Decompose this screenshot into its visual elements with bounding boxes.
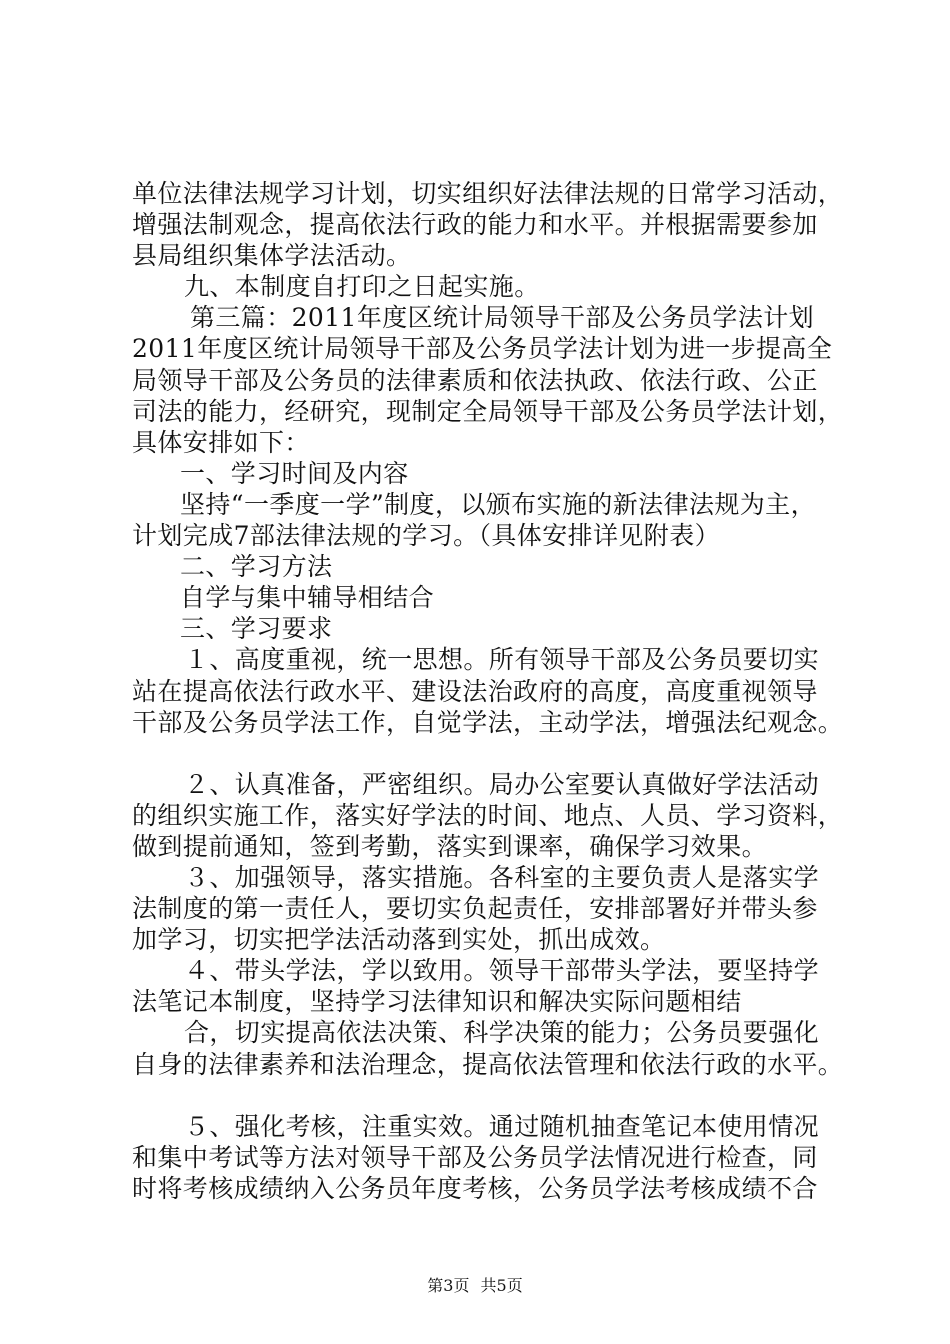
text-line: 干部及公务员学法工作，自觉学法，主动学法，增强法纪观念。 [132, 707, 844, 737]
text-line: ５、强化考核，注重实效。通过随机抽查笔记本使用情况 [184, 1111, 820, 1141]
text-line: 局领导干部及公务员的法律素质和依法执政、依法行政、公正 [132, 365, 818, 395]
text-line: 县局组织集体学法活动。 [132, 241, 412, 271]
text-line: 加学习，切实把学法活动落到实处，抓出成效。 [132, 925, 666, 955]
text-line: 合，切实提高依法决策、科学决策的能力；公务员要强化 [184, 1018, 820, 1048]
text-line: 具体安排如下： [132, 427, 310, 457]
text-line: 计划完成7部法律法规的学习。（具体安排详见附表） [132, 521, 721, 551]
text-line: １、高度重视，统一思想。所有领导干部及公务员要切实 [184, 645, 820, 675]
section-heading: 第三篇：2011年度区统计局领导干部及公务员学法计划 [190, 303, 815, 333]
page-number: 第3页 [427, 1276, 470, 1295]
text-line: ２、认真准备，严密组织。局办公室要认真做好学法活动 [184, 769, 820, 799]
body-text [132, 178, 842, 1204]
page-footer [0, 1276, 950, 1296]
text-line: 时将考核成绩纳入公务员年度考核，公务员学法考核成绩不合 [132, 1173, 818, 1203]
paragraph-gap [132, 738, 842, 769]
subheading: 一、学习时间及内容 [180, 458, 409, 488]
page-total: 共5页 [480, 1276, 523, 1295]
subheading: 三、学习要求 [180, 614, 333, 644]
text-line: 增强法制观念，提高依法行政的能力和水平。并根据需要参加 [132, 210, 818, 240]
text-line: 法笔记本制度，坚持学习法律知识和解决实际问题相结 [132, 987, 742, 1017]
text-line: 单位法律法规学习计划，切实组织好法律法规的日常学习活动， [132, 179, 844, 208]
text-line: 的组织实施工作，落实好学法的时间、地点、人员、学习资料， [132, 800, 844, 830]
text-line: 自学与集中辅导相结合 [180, 583, 435, 613]
text-line: 站在提高依法行政水平、建设法治政府的高度，高度重视领导 [132, 676, 818, 706]
text-line: 司法的能力，经研究，现制定全局领导干部及公务员学法计划， [132, 396, 844, 426]
subheading: 二、学习方法 [180, 552, 333, 582]
paragraph-gap [132, 1080, 842, 1111]
text-line: ４、带头学法，学以致用。领导干部带头学法，要坚持学 [184, 956, 820, 986]
text-line: 和集中考试等方法对领导干部及公务员学法情况进行检查，同 [132, 1142, 818, 1172]
text-line: 做到提前通知，签到考勤，落实到课率，确保学习效果。 [132, 831, 768, 861]
text-line: 自身的法律素养和法治理念，提高依法管理和依法行政的水平。 [132, 1049, 844, 1079]
text-line: 九、本制度自打印之日起实施。 [184, 272, 540, 302]
text-line: 坚持“一季度一学”制度，以颁布实施的新法律法规为主， [180, 489, 816, 519]
text-line: ３、加强领导，落实措施。各科室的主要负责人是落实学 [184, 862, 820, 892]
text-line: 2011年度区统计局领导干部及公务员学法计划为进一步提高全 [132, 334, 833, 364]
text-line: 法制度的第一责任人，要切实负起责任，安排部署好并带头参 [132, 894, 818, 924]
